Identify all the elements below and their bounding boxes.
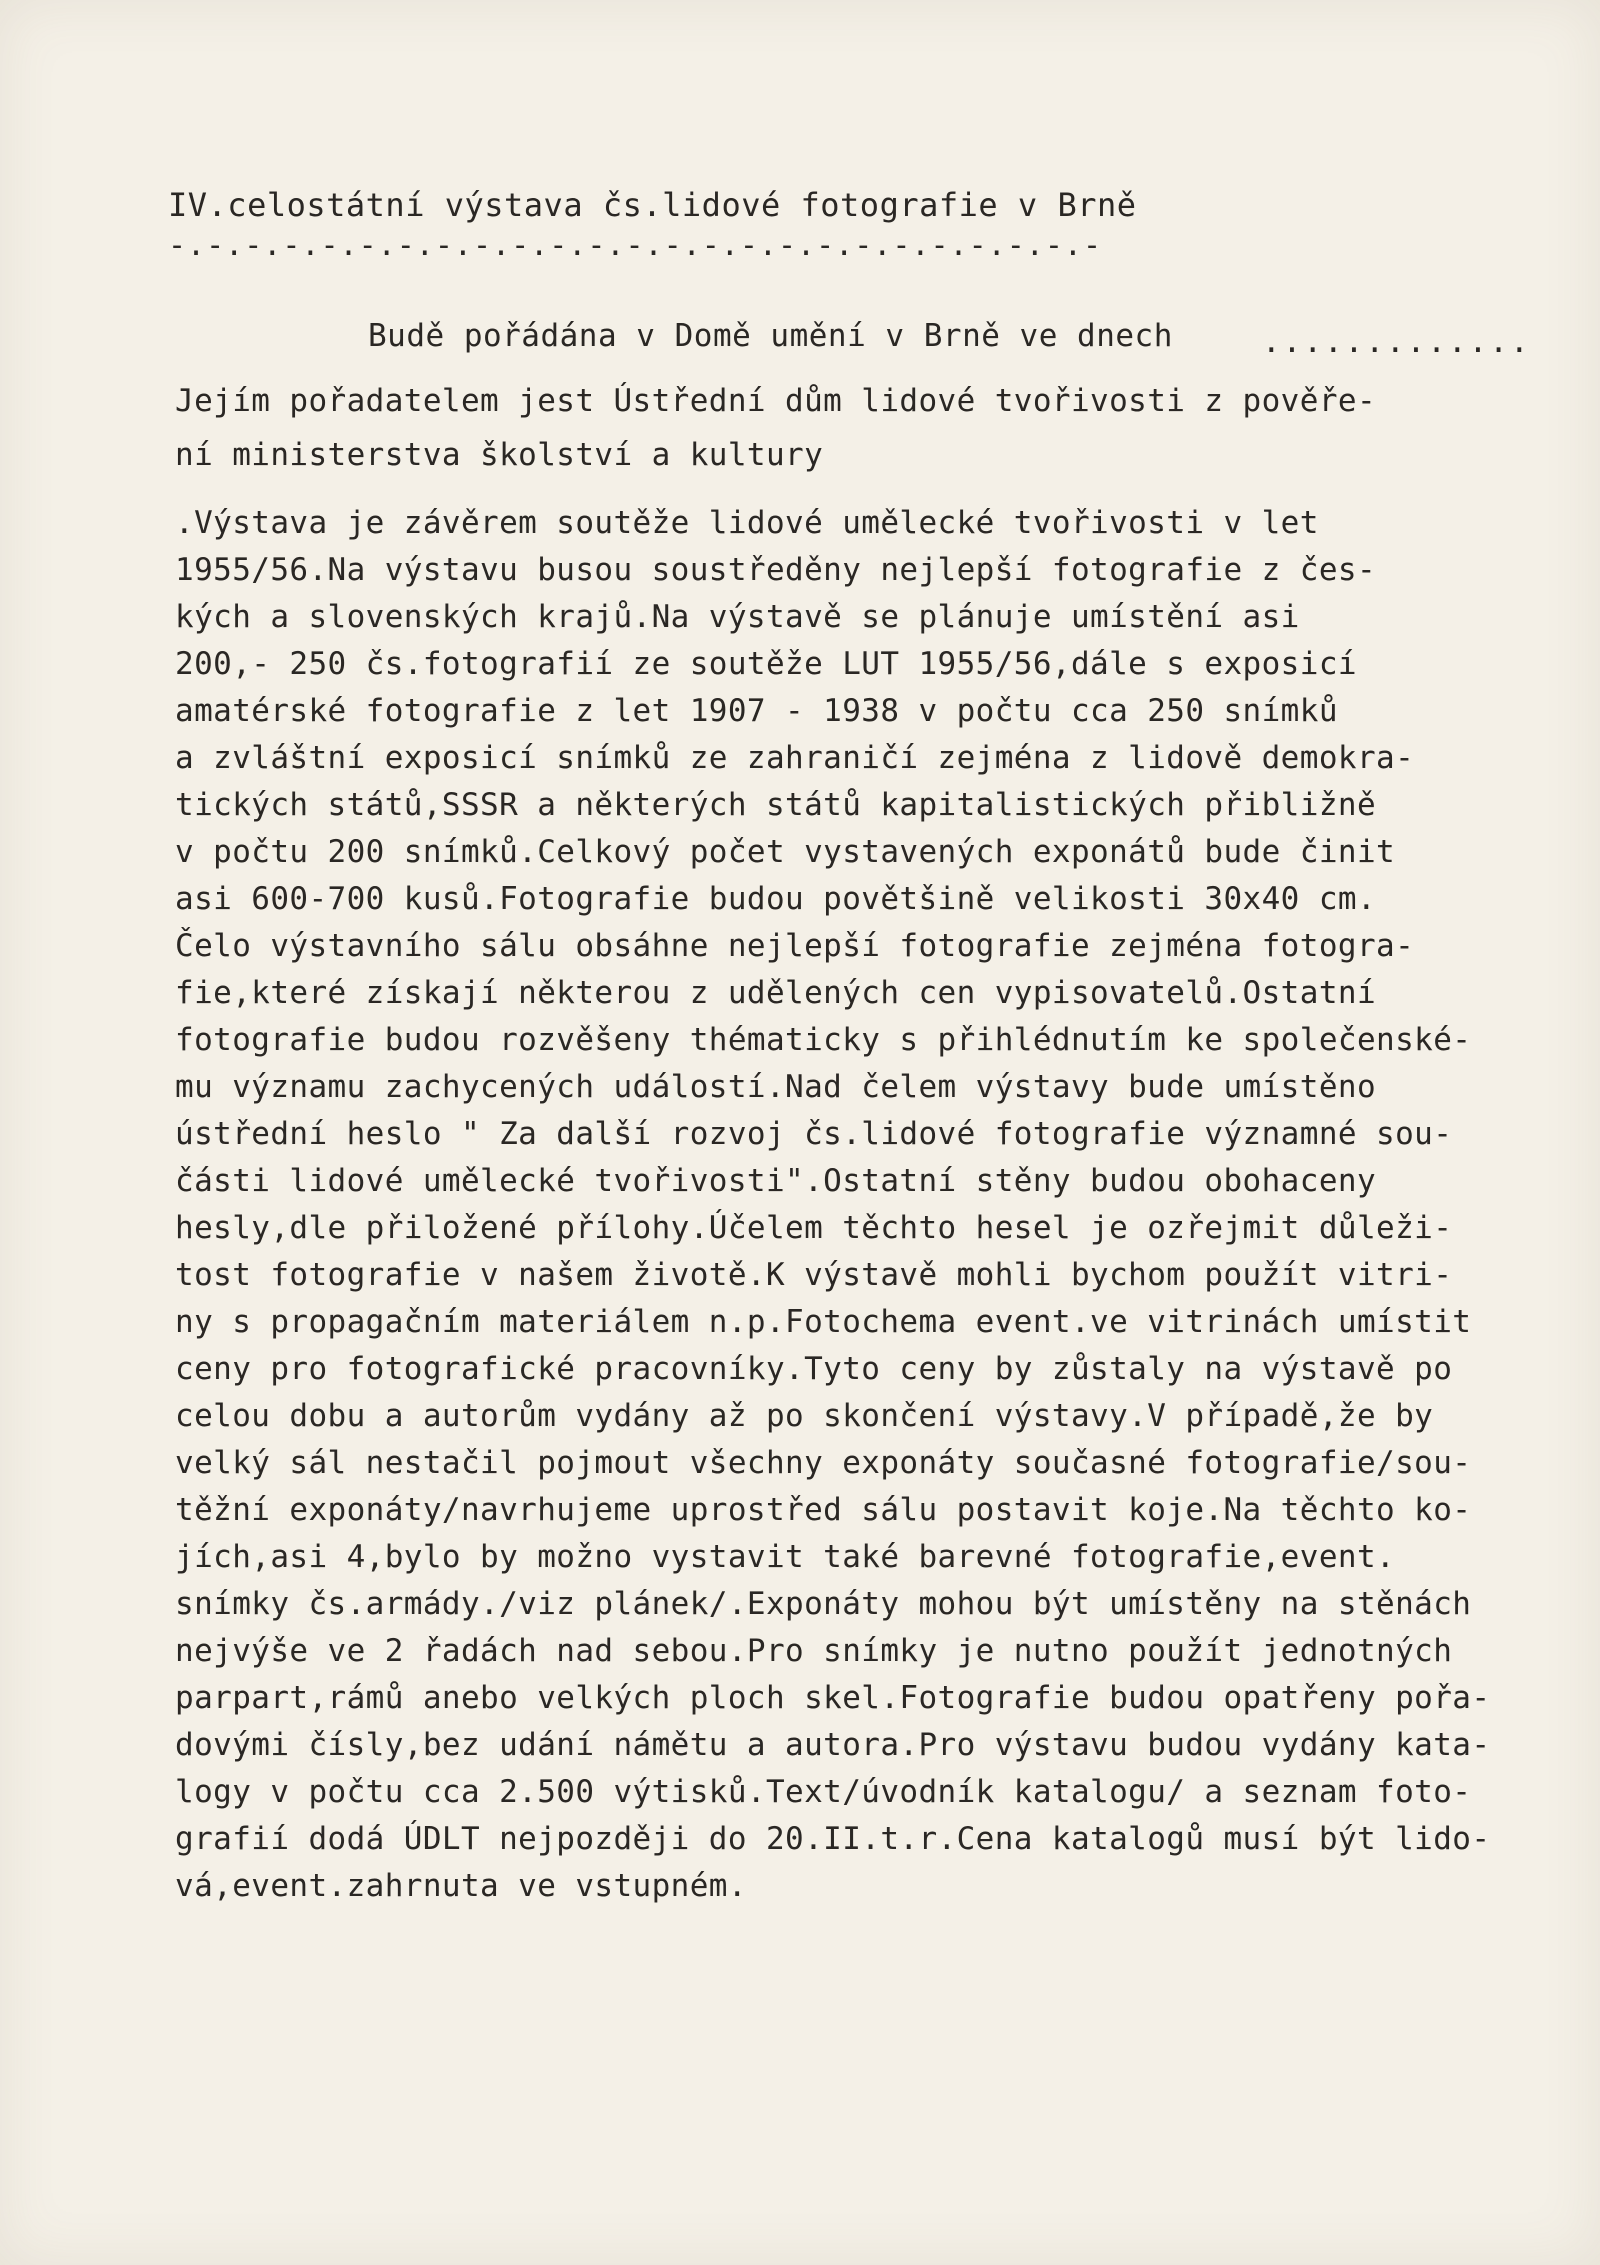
body-line: logy v počtu cca 2.500 výtisků.Text/úvodník katalogu/ a seznam foto-: [175, 1774, 1472, 1810]
body-line: mu významu zachycených událostí.Nad čelem výstavy bude umístěno: [175, 1069, 1377, 1105]
body-line: jích,asi 4,bylo by možno vystavit také barevné fotografie,event.: [175, 1539, 1396, 1575]
body-line: fie,které získají některou z udělených cen vypisovatelů.Ostatní: [175, 975, 1377, 1011]
body-line: 200,- 250 čs.fotografií ze soutěže LUT 1955/56,dále s exposicí: [175, 646, 1357, 682]
body-line: fotografie budou rozvěšeny thématicky s přihlédnutím ke společenské-: [175, 1022, 1472, 1058]
body-line: .Výstava je závěrem soutěže lidové umělecké tvořivosti v let: [175, 505, 1319, 541]
body-line: grafií dodá ÚDLT nejpozději do 20.II.t.r.Cena katalogů musí být lido-: [175, 1821, 1491, 1857]
body-line: kých a slovenských krajů.Na výstavě se plánuje umístění asi: [175, 599, 1300, 635]
title-underline: -.-.-.-.-.-.-.-.-.-.-.-.-.-.-.-.-.-.-.-.-.-.-.-.-: [168, 228, 1103, 263]
body-line: tických států,SSSR a některých států kapitalistických přibližně: [175, 787, 1377, 823]
organizer-line: ní ministerstva školství a kultury: [175, 437, 824, 473]
body-line: ny s propagačním materiálem n.p.Fotochema event.ve vitrinách umístit: [175, 1304, 1472, 1340]
body-line: celou dobu a autorům vydány až po skončení výstavy.V případě,že by: [175, 1398, 1434, 1434]
body-line: v počtu 200 snímků.Celkový počet vystavených exponátů bude činit: [175, 834, 1396, 870]
body-line: nejvýše ve 2 řadách nad sebou.Pro snímky je nutno použít jednotných: [175, 1633, 1453, 1669]
body-line: tost fotografie v našem životě.K výstavě mohli bychom použít vitri-: [175, 1257, 1453, 1293]
body-line: amatérské fotografie z let 1907 - 1938 v počtu cca 250 snímků: [175, 693, 1338, 729]
intro-line: Budě pořádána v Domě umění v Brně ve dnech: [368, 318, 1173, 354]
body-line: dovými čísly,bez udání námětu a autora.Pro výstavu budou vydány kata-: [175, 1727, 1491, 1763]
body-line: Čelo výstavního sálu obsáhne nejlepší fotografie zejména fotogra-: [175, 928, 1415, 964]
body-line: parpart,rámů anebo velkých ploch skel.Fotografie budou opatřeny pořa-: [175, 1680, 1491, 1716]
document-title: IV.celostátní výstava čs.lidové fotografie v Brně: [168, 186, 1137, 224]
body-line: ceny pro fotografické pracovníky.Tyto ceny by zůstaly na výstavě po: [175, 1351, 1453, 1387]
date-placeholder-dots: .............: [1262, 324, 1531, 360]
body-line: vá,event.zahrnuta ve vstupném.: [175, 1868, 747, 1904]
organizer-line: Jejím pořadatelem jest Ústřední dům lidové tvořivosti z pověře-: [175, 383, 1377, 419]
body-line: 1955/56.Na výstavu busou soustředěny nejlepší fotografie z čes-: [175, 552, 1377, 588]
body-line: těžní exponáty/navrhujeme uprostřed sálu postavit koje.Na těchto ko-: [175, 1492, 1472, 1528]
body-line: asi 600-700 kusů.Fotografie budou povětšině velikosti 30x40 cm.: [175, 881, 1377, 917]
body-line: hesly,dle přiložené přílohy.Účelem těchto hesel je ozřejmit důleži-: [175, 1210, 1453, 1246]
body-line: ústřední heslo " Za další rozvoj čs.lidové fotografie významné sou-: [175, 1116, 1453, 1152]
body-line: velký sál nestačil pojmout všechny exponáty současné fotografie/sou-: [175, 1445, 1472, 1481]
body-line: a zvláštní exposicí snímků ze zahraničí zejména z lidově demokra-: [175, 740, 1415, 776]
body-line: části lidové umělecké tvořivosti".Ostatní stěny budou obohaceny: [175, 1163, 1377, 1199]
body-line: snímky čs.armády./viz plánek/.Exponáty mohou být umístěny na stěnách: [175, 1586, 1472, 1622]
